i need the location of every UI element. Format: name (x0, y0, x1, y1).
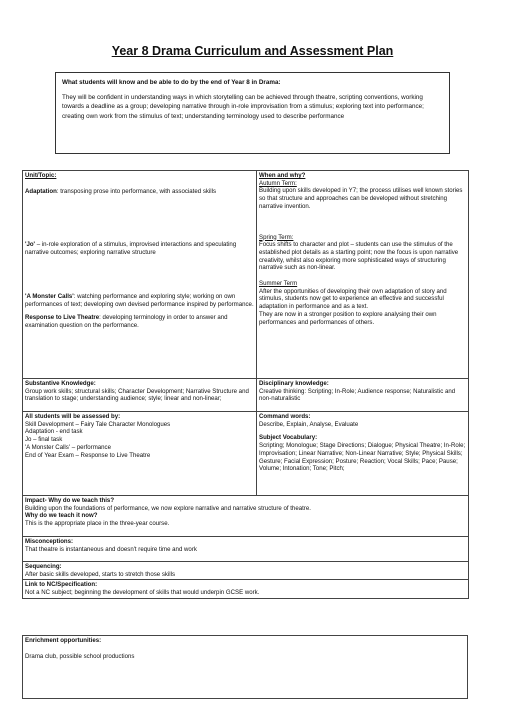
substantive-heading: Substantive Knowledge: (25, 380, 96, 387)
impact-heading: Impact- Why do we teach this? (25, 497, 115, 504)
enrichment-heading: Enrichment opportunities: (25, 637, 102, 644)
link-nc-text: Not a NC subject; beginning the development of skills that would underpin GCSE work. (25, 589, 260, 597)
impact-cell (23, 496, 469, 537)
command-words-text: Describe, Explain, Analyse, Evaluate (259, 420, 359, 428)
disciplinary-text: Creative thinking: Scripting; In-Role; Audience response; Naturalistic and non-naturalistic (259, 387, 456, 403)
misconceptions-heading: Misconceptions: (25, 538, 74, 545)
intro-question: What students will know and be able to do by the end of Year 8 in Drama: (62, 79, 281, 86)
unit-monster-calls: 'A Monster Calls': watching performance and exploring style; working on own performances of text; developing own devised performance inspired by performance. (25, 292, 254, 308)
assessed-item: End of Year Exam – Response to Live Theatre (25, 451, 151, 459)
unit-jo: 'Jo' – in-role exploration of a stimulus, improvised interactions and speculating narrative outcomes; exploring narrative structure (25, 241, 237, 257)
assessed-item: Skill Development – Fairy Tale Character Monologues (25, 420, 171, 428)
misconceptions-text: That theatre is instantaneous and doesn't require time and work (25, 545, 197, 553)
assessed-item: Adaptation - end task (25, 428, 83, 436)
enrichment-text: Drama club, possible school productions (25, 652, 135, 660)
summer-term-label: Summer Term (259, 280, 298, 288)
link-nc-heading: Link to NC/Specification: (25, 581, 98, 589)
command-words-cell (257, 412, 469, 496)
assessed-heading: All students will be assessed by: (25, 413, 121, 420)
unit-topic-heading: Unit/Topic: (25, 172, 57, 179)
enrichment-table (22, 635, 468, 699)
spring-term-label: Spring Term: (259, 233, 294, 241)
summer-term-text-2: They are now in a stronger position to explore analysing their own performances and performances of others. (259, 310, 437, 326)
sequencing-cell (23, 562, 469, 580)
disciplinary-cell (257, 379, 469, 412)
subject-vocabulary-text: Scripting; Monologue; Stage Directions; Dialogue; Physical Theatre; In-Role; Improvisation; Linear Narrative; Non-Linear Narrative; Style; Physical Skills; Gesture; Facial Expression; Posture; Reaction; Vocal Skills; Pace; Pause; Volume; Intonation; Tone; Pitch; (259, 442, 466, 473)
impact-text: Building upon the foundations of performance, we now explore narrative and narrative structure of theatre. (25, 504, 311, 512)
unit-live-theatre: Response to Live Theatre: developing terminology in order to answer and examination question on the performance. (25, 314, 228, 329)
unit-adaptation: Adaptation: transposing prose into performance, with associated skills (25, 187, 217, 195)
why-now-text: This is the appropriate place in the three-year course. (25, 520, 170, 528)
spring-term-text: Focus shifts to character and plot – students can use the stimulus of the established plot details as a starting point; now the focus is upon narrative creativity, whilst also exploring more sophisticated ways of structuring narrative such as non-linear. (259, 241, 459, 272)
assessed-item: 'A Monster Calls' – performance (25, 443, 111, 451)
when-why-heading: When and why? (259, 172, 306, 179)
curriculum-table (22, 170, 469, 599)
subject-vocabulary-heading: Subject Vocabulary: (259, 434, 318, 442)
disciplinary-heading: Disciplinary knowledge: (259, 380, 329, 387)
assessed-item: Jo – final task (25, 436, 63, 444)
autumn-term-label: Autumn Term: (259, 179, 297, 187)
assessed-cell (23, 412, 257, 496)
autumn-term-text: Building upon skills developed in Y7; the process utilises well known stories so that structure and approaches can be developed without stretching narrative invention. (259, 187, 463, 210)
misconceptions-cell (23, 537, 469, 562)
command-words-heading: Command words: (259, 413, 311, 420)
intro-box (55, 72, 450, 154)
page-title: Year 8 Drama Curriculum and Assessment Plan (111, 44, 394, 58)
why-now-heading: Why do we teach it now? (25, 512, 98, 520)
link-nc-cell (23, 580, 469, 599)
substantive-cell (23, 379, 257, 412)
substantive-text: Group work skills; structural skills; Character Development; Narrative Structure and translation to stage; understanding audience; style; linear and non-linear; (25, 387, 249, 403)
sequencing-text: After basic skills developed, starts to stretch those skills (25, 570, 176, 578)
unit-topic-cell (23, 171, 257, 379)
enrichment-cell (23, 636, 468, 699)
summer-term-text: After the opportunities of developing their own adaptation of story and stimulus, students now get to experience an effective and successful adaptation in performance and as a text. (259, 287, 447, 311)
intro-answer: They will be confident in understanding ways in which storytelling can be achieved through theatre, scripting conventions, working towards a deadline as a group; developing narrative through in-role improvisation from a stimulus; exploring text into performance; creating own work from the stimulus of text; understanding terminology used to describe performance (62, 94, 424, 120)
when-why-cell (257, 171, 469, 379)
sequencing-heading: Sequencing: (25, 563, 62, 570)
